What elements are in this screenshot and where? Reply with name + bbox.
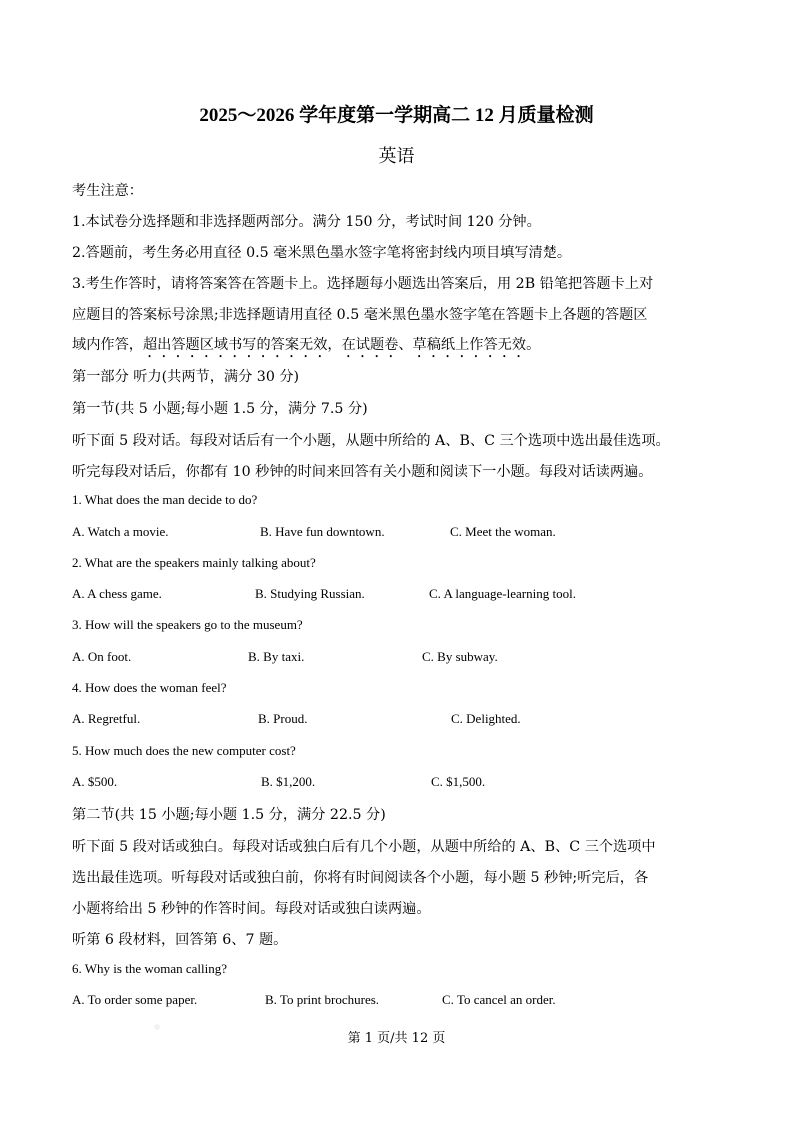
q2-option-c: C. A language-learning tool. xyxy=(429,586,576,601)
section-2-instruction-2: 选出最佳选项。听每段对话或独白前，你将有时间阅读各个小题，每小题 5 秒钟;听完后，各 xyxy=(72,870,649,886)
q6-option-a: A. To order some paper. xyxy=(72,992,198,1007)
q4-option-a: A. Regretful. xyxy=(72,711,141,726)
q4-option-c: C. Delighted. xyxy=(451,711,521,726)
question-3: 3. How will the speakers go to the museum? xyxy=(72,617,303,632)
subject-title: 英语 xyxy=(378,146,415,167)
question-4: 4. How does the woman feel? xyxy=(72,680,227,695)
q5-option-a: A. $500. xyxy=(72,774,118,789)
notice-item-3-line-3 xyxy=(72,334,540,361)
exam-title: 2025～2026 学年度第一学期高二 12 月质量检测 xyxy=(199,105,594,126)
question-1: 1. What does the man decide to do? xyxy=(72,492,258,507)
section-1-instruction-2: 听完每段对话后，你都有 10 秒钟的时间来回答有关小题和阅读下一小题。每段对话读两遍。 xyxy=(72,464,653,480)
question-2: 2. What are the speakers mainly talking about? xyxy=(72,555,316,570)
q4-option-b: B. Proud. xyxy=(258,711,308,726)
emphasis-draft-paper: 在试题卷、草稿纸上作答无效 xyxy=(341,337,527,353)
notice-item-3-line-1: 3.考生作答时，请将答案答在答题卡上。选择题每小题选出答案后，用 2B 铅笔把答题卡上对 xyxy=(72,276,654,292)
q1-option-a: A. Watch a movie. xyxy=(72,524,169,539)
q6-option-c: C. To cancel an order. xyxy=(442,992,556,1007)
section-2-heading: 第二节(共 15 小题;每小题 1.5 分，满分 22.5 分) xyxy=(72,807,386,823)
notice-period: 。 xyxy=(526,337,541,353)
notice-item-1: 1.本试卷分选择题和非选择题两部分。满分 150 分，考试时间 120 分钟。 xyxy=(72,214,541,230)
notice-heading: 考生注意： xyxy=(72,183,143,199)
section-1-instruction-1: 听下面 5 段对话。每段对话后有一个小题，从题中所给的 A、B、C 三个选项中选出最佳选项。 xyxy=(72,433,670,449)
q1-option-b: B. Have fun downtown. xyxy=(260,524,385,539)
q2-option-a: A. A chess game. xyxy=(72,586,162,601)
q3-option-b: B. By taxi. xyxy=(248,649,305,664)
q5-option-b: B. $1,200. xyxy=(261,774,316,789)
section-2-instruction-3: 小题将给出 5 秒钟的作答时间。每段对话或独白读两遍。 xyxy=(72,901,431,917)
section-2-instruction-1: 听下面 5 段对话或独白。每段对话或独白后有几个小题，从题中所给的 A、B、C 三个选项中 xyxy=(72,839,656,855)
notice-comma: ， xyxy=(327,337,342,353)
notice-item-3-line-2: 应题目的答案标号涂黑;非选择题请用直径 0.5 毫米黑色墨水签字笔在答题卡上各题的答题区 xyxy=(72,307,648,323)
q6-option-b: B. To print brochures. xyxy=(265,992,380,1007)
notice-line-3-start: 域内作答， xyxy=(72,337,143,353)
question-5: 5. How much does the new computer cost? xyxy=(72,743,296,758)
section-1-heading: 第一节(共 5 小题;每小题 1.5 分，满分 7.5 分) xyxy=(72,401,368,417)
q5-option-c: C. $1,500. xyxy=(431,774,486,789)
material-6-instruction: 听第 6 段材料，回答第 6、7 题。 xyxy=(72,932,288,948)
q3-option-c: C. By subway. xyxy=(422,649,498,664)
emphasis-answer-area: 超出答题区域书写的答案无效 xyxy=(142,337,328,353)
q3-option-a: A. On foot. xyxy=(72,649,132,664)
q2-option-b: B. Studying Russian. xyxy=(255,586,365,601)
notice-item-2: 2.答题前，考生务必用直径 0.5 毫米黑色墨水签字笔将密封线内项目填写清楚。 xyxy=(72,245,572,261)
part-1-heading: 第一部分 听力(共两节，满分 30 分) xyxy=(72,369,300,385)
question-6: 6. Why is the woman calling? xyxy=(72,961,228,976)
page-footer: 第 1 页/共 12 页 xyxy=(347,1031,446,1046)
q1-option-c: C. Meet the woman. xyxy=(450,524,556,539)
